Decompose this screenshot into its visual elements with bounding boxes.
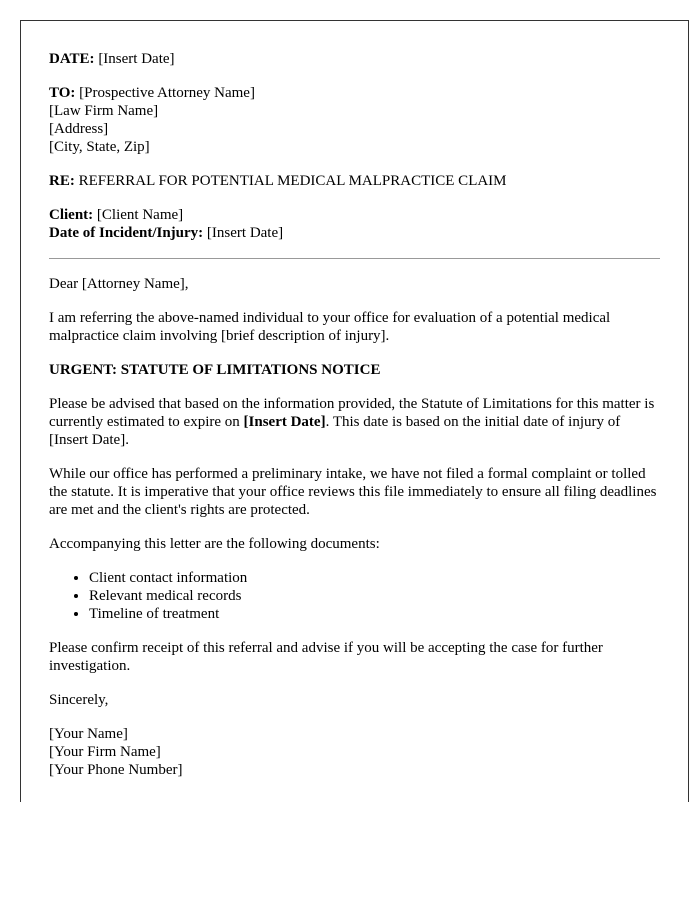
urgent-heading: URGENT: STATUTE OF LIMITATIONS NOTICE	[49, 362, 381, 378]
letter-page	[20, 20, 689, 802]
signature-block	[49, 725, 660, 779]
client-label: Client:	[49, 207, 94, 223]
date-value: [Insert Date]	[98, 51, 175, 67]
sol-text: Please be advised that based on the information provided, the Statute of Limitations for this matter is currently estimated to expire on	[49, 396, 655, 430]
list-item: • Relevant medical records	[89, 587, 660, 605]
incident-label: Date of Incident/Injury:	[49, 225, 204, 241]
salutation: Dear [Attorney Name],	[49, 276, 189, 292]
client-value: [Client Name]	[96, 207, 184, 223]
list-item: • Timeline of treatment	[89, 605, 660, 623]
docs-intro: Accompanying this letter are the following documents:	[49, 536, 380, 552]
closing: Sincerely,	[49, 692, 109, 708]
signer-firm: [Your Firm Name]	[49, 744, 161, 760]
re-line	[49, 172, 660, 190]
sol-date: [Insert Date]	[243, 414, 326, 430]
recipient-city: [City, State, Zip]	[49, 139, 150, 155]
documents-list	[49, 569, 660, 623]
confirm-paragraph: Please confirm receipt of this referral and advise if you will be accepting the case for further investigation.	[49, 640, 603, 674]
intro-paragraph: I am referring the above-named individual to your office for evaluation of a potential medical malpractice claim involving [brief description of injury].	[49, 310, 611, 344]
re-label: RE:	[49, 173, 75, 189]
recipient-address: [Address]	[49, 121, 109, 137]
recipient-firm: [Law Firm Name]	[49, 103, 159, 119]
list-item: • Client contact information	[89, 569, 660, 587]
incident-value: [Insert Date]	[206, 225, 284, 241]
sol-paragraph	[49, 395, 660, 449]
recipient-name: [Prospective Attorney Name]	[79, 85, 255, 101]
divider	[49, 258, 660, 259]
intake-paragraph: While our office has performed a preliminary intake, we have not filed a formal complaint or tolled the statute. It is imperative that your office reviews this file immediately to ensure all filing deadlines are met and the client's rights are protected.	[49, 466, 657, 518]
date-label: DATE:	[49, 51, 95, 67]
signer-name: [Your Name]	[49, 726, 128, 742]
sol-text-end: . This date is based on the initial date of injury of [Insert Date].	[49, 414, 621, 448]
to-label: TO:	[49, 85, 76, 101]
re-value: REFERRAL FOR POTENTIAL MEDICAL MALPRACTICE CLAIM	[78, 173, 507, 189]
signer-phone: [Your Phone Number]	[49, 762, 183, 778]
date-line	[49, 50, 660, 68]
client-block	[49, 206, 660, 242]
recipient-block	[49, 84, 660, 156]
